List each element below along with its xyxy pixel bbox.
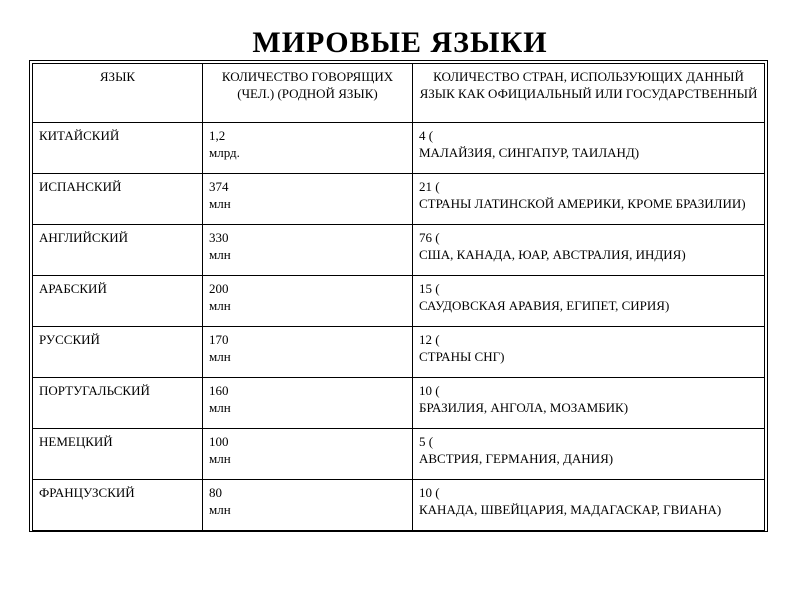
- countries-count: 15 (: [419, 281, 440, 296]
- countries-cell: [413, 429, 765, 480]
- speakers-value: 100: [209, 434, 229, 449]
- countries-cell: [413, 378, 765, 429]
- speakers-unit: млн: [209, 247, 231, 262]
- countries-cell: [413, 276, 765, 327]
- speakers-unit: млн: [209, 502, 231, 517]
- table-row: [33, 327, 765, 378]
- table-row: [33, 378, 765, 429]
- countries-examples: БРАЗИЛИЯ, АНГОЛА, МОЗАМБИК): [419, 400, 629, 415]
- languages-table: [32, 63, 765, 531]
- table-row: [33, 174, 765, 225]
- countries-count: 10 (: [419, 383, 440, 398]
- speakers-value: 170: [209, 332, 229, 347]
- speakers-value: 80: [209, 485, 222, 500]
- language-cell: КИТАЙСКИЙ: [33, 123, 203, 174]
- countries-examples: США, КАНАДА, ЮАР, АВСТРАЛИЯ, ИНДИЯ): [419, 247, 686, 262]
- language-cell: ИСПАНСКИЙ: [33, 174, 203, 225]
- countries-count: 4 (: [419, 128, 434, 143]
- countries-cell: [413, 327, 765, 378]
- speakers-value: 374: [209, 179, 229, 194]
- table-header-row: [33, 64, 765, 123]
- countries-cell: [413, 225, 765, 276]
- speakers-value: 200: [209, 281, 229, 296]
- countries-count: 5 (: [419, 434, 434, 449]
- table-row: [33, 480, 765, 531]
- page-title: МИРОВЫЕ ЯЗЫКИ: [252, 26, 548, 59]
- speakers-value: 1,2: [209, 128, 226, 143]
- countries-cell: [413, 123, 765, 174]
- table-row: [33, 429, 765, 480]
- speakers-unit: млн: [209, 196, 231, 211]
- speakers-unit: млрд.: [209, 145, 240, 160]
- speakers-cell: [203, 429, 413, 480]
- countries-examples: САУДОВСКАЯ АРАВИЯ, ЕГИПЕТ, СИРИЯ): [419, 298, 670, 313]
- table-row: [33, 225, 765, 276]
- table-row: [33, 276, 765, 327]
- language-cell: АНГЛИЙСКИЙ: [33, 225, 203, 276]
- languages-table-frame: [29, 60, 768, 532]
- speakers-unit: млн: [209, 400, 231, 415]
- header-language: ЯЗЫК: [33, 64, 203, 123]
- speakers-unit: млн: [209, 349, 231, 364]
- countries-examples: КАНАДА, ШВЕЙЦАРИЯ, МАДАГАСКАР, ГВИАНА): [419, 502, 722, 517]
- language-cell: РУССКИЙ: [33, 327, 203, 378]
- language-cell: АРАБСКИЙ: [33, 276, 203, 327]
- speakers-value: 160: [209, 383, 229, 398]
- speakers-cell: [203, 480, 413, 531]
- speakers-value: 330: [209, 230, 229, 245]
- language-cell: ПОРТУГАЛЬСКИЙ: [33, 378, 203, 429]
- header-countries: КОЛИЧЕСТВО СТРАН, ИСПОЛЬЗУЮЩИХ ДАННЫЙ ЯЗЫК КАК ОФИЦИАЛЬНЫЙ ИЛИ ГОСУДАРСТВЕННЫЙ: [413, 64, 765, 123]
- speakers-cell: [203, 123, 413, 174]
- language-cell: НЕМЕЦКИЙ: [33, 429, 203, 480]
- speakers-unit: млн: [209, 451, 231, 466]
- speakers-cell: [203, 225, 413, 276]
- speakers-cell: [203, 276, 413, 327]
- speakers-cell: [203, 174, 413, 225]
- countries-examples: СТРАНЫ ЛАТИНСКОЙ АМЕРИКИ, КРОМЕ БРАЗИЛИИ): [419, 196, 746, 211]
- speakers-cell: [203, 378, 413, 429]
- countries-examples: АВСТРИЯ, ГЕРМАНИЯ, ДАНИЯ): [419, 451, 614, 466]
- speakers-unit: млн: [209, 298, 231, 313]
- countries-examples: СТРАНЫ СНГ): [419, 349, 505, 364]
- countries-cell: [413, 174, 765, 225]
- countries-count: 76 (: [419, 230, 440, 245]
- header-speakers: КОЛИЧЕСТВО ГОВОРЯЩИХ (ЧЕЛ.) (РОДНОЙ ЯЗЫК): [203, 64, 413, 123]
- countries-count: 21 (: [419, 179, 440, 194]
- countries-cell: [413, 480, 765, 531]
- speakers-cell: [203, 327, 413, 378]
- language-cell: ФРАНЦУЗСКИЙ: [33, 480, 203, 531]
- table-row: [33, 123, 765, 174]
- countries-count: 12 (: [419, 332, 440, 347]
- countries-count: 10 (: [419, 485, 440, 500]
- countries-examples: МАЛАЙЗИЯ, СИНГАПУР, ТАИЛАНД): [419, 145, 640, 160]
